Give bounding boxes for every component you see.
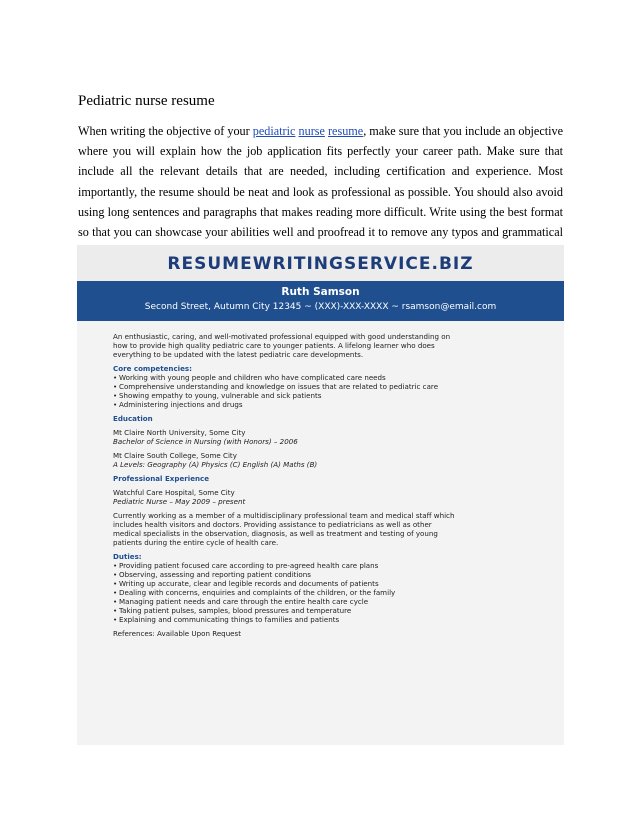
job-description-line: Currently working as a member of a multidisciplinary professional team and medical staff which bbox=[113, 511, 455, 520]
bullet-icon: • bbox=[113, 597, 118, 606]
list-item-text: Writing up accurate, clear and legible records and documents of patients bbox=[119, 579, 379, 588]
degree: A Levels: Geography (A) Physics (C) English (A) Maths (B) bbox=[113, 460, 318, 469]
summary-line: An enthusiastic, caring, and well-motivated professional equipped with good understanding on bbox=[113, 332, 451, 341]
list-item bbox=[113, 615, 564, 624]
summary-line: how to provide high quality pediatric care to younger patients. A lifelong learner who does bbox=[113, 341, 435, 350]
bullet-icon: • bbox=[113, 400, 118, 409]
candidate-name: Ruth Samson bbox=[281, 286, 360, 298]
list-item-text: Working with young people and children who have complicated care needs bbox=[119, 373, 386, 382]
list-item-text: Explaining and communicating things to families and patients bbox=[119, 615, 340, 624]
intro-text-end: , make sure that you include an objective where you will explain how the job application fits perfectly your career path. Make sure that include all the relevant details that are needed, including certification and experience. Most importantly, the resume should be neat and look as professional as possible. You should also avoid using long sentences and paragraphs that makes reading more difficult. Write using the best format so that you can showcase your abilities well and proofread it to remove any typos and grammatical bbox=[78, 124, 564, 240]
intro-paragraph bbox=[78, 121, 563, 262]
list-item bbox=[113, 391, 564, 400]
employer: Watchful Care Hospital, Some City bbox=[113, 488, 235, 497]
resume-header bbox=[77, 281, 564, 321]
pediatric-link[interactable]: pediatric bbox=[252, 124, 296, 138]
core-competencies-heading: Core competencies: bbox=[113, 364, 192, 373]
list-item-text: Showing empathy to young, vulnerable and sick patients bbox=[119, 391, 322, 400]
school-name: Mt Claire North University, Some City bbox=[113, 428, 246, 437]
intro-text-start: When writing the objective of your bbox=[78, 124, 253, 138]
site-title: RESUMEWRITINGSERVICE.BIZ bbox=[167, 254, 474, 274]
resume-link[interactable]: resume bbox=[327, 124, 364, 138]
bullet-icon: • bbox=[113, 570, 118, 579]
bullet-icon: • bbox=[113, 579, 118, 588]
nurse-link[interactable]: nurse bbox=[298, 124, 325, 138]
list-item-text: Administering injections and drugs bbox=[119, 400, 243, 409]
list-item-text: Providing patient focused care according to pre-agreed health care plans bbox=[119, 561, 379, 570]
degree: Bachelor of Science in Nursing (with Honors) – 2006 bbox=[113, 437, 298, 446]
list-item bbox=[113, 400, 564, 409]
list-item-text: Dealing with concerns, enquiries and complaints of the children, or the family bbox=[119, 588, 396, 597]
bullet-icon: • bbox=[113, 391, 118, 400]
contact-info: Second Street, Autumn City 12345 ~ (XXX)-XXX-XXXX ~ rsamson@email.com bbox=[144, 302, 497, 312]
job-title: Pediatric Nurse – May 2009 – present bbox=[113, 497, 246, 506]
bullet-icon: • bbox=[113, 382, 118, 391]
list-item bbox=[113, 561, 564, 570]
job-description-line: medical specialists in the observation, diagnosis, as well as treatment and testing of young bbox=[113, 529, 438, 538]
list-item-text: Observing, assessing and reporting patient conditions bbox=[119, 570, 311, 579]
list-item bbox=[113, 597, 564, 606]
summary-line: everything to be updated with the latest pediatric care developments. bbox=[113, 350, 364, 359]
page-title: Pediatric nurse resume bbox=[78, 93, 215, 109]
education-heading: Education bbox=[113, 414, 153, 423]
school-name: Mt Claire South College, Some City bbox=[113, 451, 237, 460]
list-item-text: Comprehensive understanding and knowledge on issues that are related to pediatric care bbox=[119, 382, 439, 391]
list-item bbox=[113, 373, 564, 382]
bullet-icon: • bbox=[113, 588, 118, 597]
resume-image bbox=[77, 245, 564, 745]
list-item-text: Managing patient needs and care through the entire health care cycle bbox=[119, 597, 369, 606]
job-description-line: includes health visitors and doctors. Providing assistance to pediatricians as well as other bbox=[113, 520, 432, 529]
bullet-icon: • bbox=[113, 606, 118, 615]
list-item-text: Taking patient pulses, samples, blood pressures and temperature bbox=[119, 606, 352, 615]
references-note: References: Available Upon Request bbox=[113, 629, 242, 638]
experience-heading: Professional Experience bbox=[113, 474, 210, 483]
list-item bbox=[113, 606, 564, 615]
list-item bbox=[113, 570, 564, 579]
list-item bbox=[113, 382, 564, 391]
list-item bbox=[113, 588, 564, 597]
job-description-line: patients during the entire cycle of health care. bbox=[113, 538, 279, 547]
site-banner bbox=[77, 245, 564, 281]
bullet-icon: • bbox=[113, 615, 118, 624]
bullet-icon: • bbox=[113, 373, 118, 382]
resume-body bbox=[77, 321, 564, 638]
list-item bbox=[113, 579, 564, 588]
duties-heading: Duties: bbox=[113, 552, 142, 561]
bullet-icon: • bbox=[113, 561, 118, 570]
